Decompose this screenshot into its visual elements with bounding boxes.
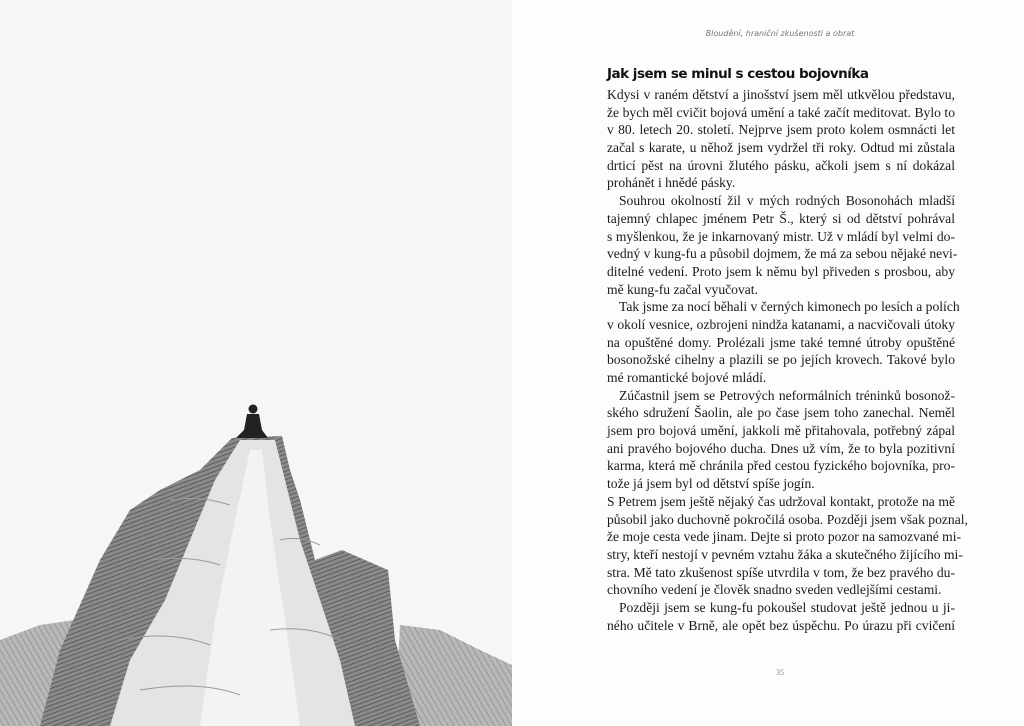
text-line: Zúčastnil jsem se Petrových neformálních tréninků bosonož- xyxy=(619,387,955,403)
paragraph xyxy=(607,86,955,192)
text-line: že moje cesta vede jinam. Dejte si proto pozor na samozvané mi- xyxy=(607,529,962,545)
text-line: působil jako duchovně pokročilá osoba. Později jsem však poznal, xyxy=(607,511,968,527)
paragraph xyxy=(607,298,960,386)
text-line: ského sdružení Šaolin, ale po čase jsem toho zanechal. Neměl xyxy=(607,405,955,421)
text-line: ditelné vedení. Proto jsem k němu byl přiveden s prosbou, aby xyxy=(607,263,955,279)
text-line: Tak jsme za nocí běhali v černých kimonech po lesích a polích xyxy=(619,299,960,315)
text-line: vedný v kung-fu a působil dojmem, že má za sebou nějaké nevi- xyxy=(607,246,958,262)
paragraph xyxy=(607,192,958,298)
text-line: na opuštěné domy. Prolézali jsme také temné útroby opuštěné xyxy=(607,334,955,350)
text-line: drticí pěst na úrovni žlutého pásku, ačkoli jsem s ní dokázal xyxy=(607,157,955,173)
text-line: stry, kteří nestojí v pevném vztahu žáka a skutečného žijícího mi- xyxy=(607,546,963,562)
paragraph xyxy=(607,599,955,634)
text-line: stra. Mě tato zkušenost spíše utvrdila v tom, že bez pravého du- xyxy=(607,564,955,580)
text-line: mé romantické bojové mládí. xyxy=(607,370,767,385)
paragraph xyxy=(607,493,968,599)
text-line: karma, která mě chránila před cestou fyzického bojovníka, pro- xyxy=(607,458,955,474)
text-line: Souhrou okolností žil v mých rodných Bosonohách mladší xyxy=(619,193,955,209)
text-line: v okolí vesnice, ozbrojeni nindža katanami, a nacvičovali útoky xyxy=(607,316,955,332)
text-line: prohánět i hnědé pásky. xyxy=(607,175,736,191)
text-line: s myšlenkou, že je inkarnovaný mistr. Už v mládí byl velmi do- xyxy=(607,228,955,244)
text-line: v 80. letech 20. století. Nejprve jsem proto kolem osmnácti let xyxy=(607,122,955,138)
text-line: ného učitele v Brně, ale opět bez úspěchu. Po úrazu při cvičení xyxy=(607,617,955,633)
text-line: ani pravého bojového ducha. Dnes už vím, že to byla pozitivní xyxy=(607,440,955,456)
text-line: mě kung-fu začal vyučovat. xyxy=(607,281,758,297)
paragraph xyxy=(607,387,955,493)
text-line: že bych měl cvičit bojová umění a také začít meditovat. Bylo to xyxy=(607,104,955,120)
text-line: bosonožské cihelny a plazili se po jejích krovech. Takové bylo xyxy=(607,352,955,368)
text-line: Později jsem se kung-fu pokoušel studovat ještě jednou u ji- xyxy=(619,599,955,615)
text-line: S Petrem jsem ještě nějaký čas udržoval kontakt, protože na mě xyxy=(607,493,955,509)
text-line: jsem pro bojová umění, jakkoli mě přitahovala, potřebný zápal xyxy=(607,423,955,439)
text-line: chovního vedení je člověk snadno sveden vedlejšími cestami. xyxy=(607,582,942,598)
text-line: Kdysi v raném dětství a jinošství jsem měl utkvělou představu, xyxy=(607,87,955,102)
section-heading: Jak jsem se minul s cestou bojovníka xyxy=(607,66,869,82)
text-line: tajemný chlapec jménem Petr Š., který si od dětství pohrával xyxy=(607,210,955,226)
running-head: Bloudění, hraniční zkušenosti a obrat xyxy=(705,29,855,38)
text-line: tože já jsem byl od dětství spíše jogín. xyxy=(607,476,815,492)
body-text xyxy=(607,86,968,634)
meditating-figure-icon xyxy=(236,405,268,439)
page-number: 35 xyxy=(776,668,784,677)
text-line: začal s karate, u něhož jsem vydržel tři roky. Odtud mi zůstala xyxy=(607,140,955,156)
